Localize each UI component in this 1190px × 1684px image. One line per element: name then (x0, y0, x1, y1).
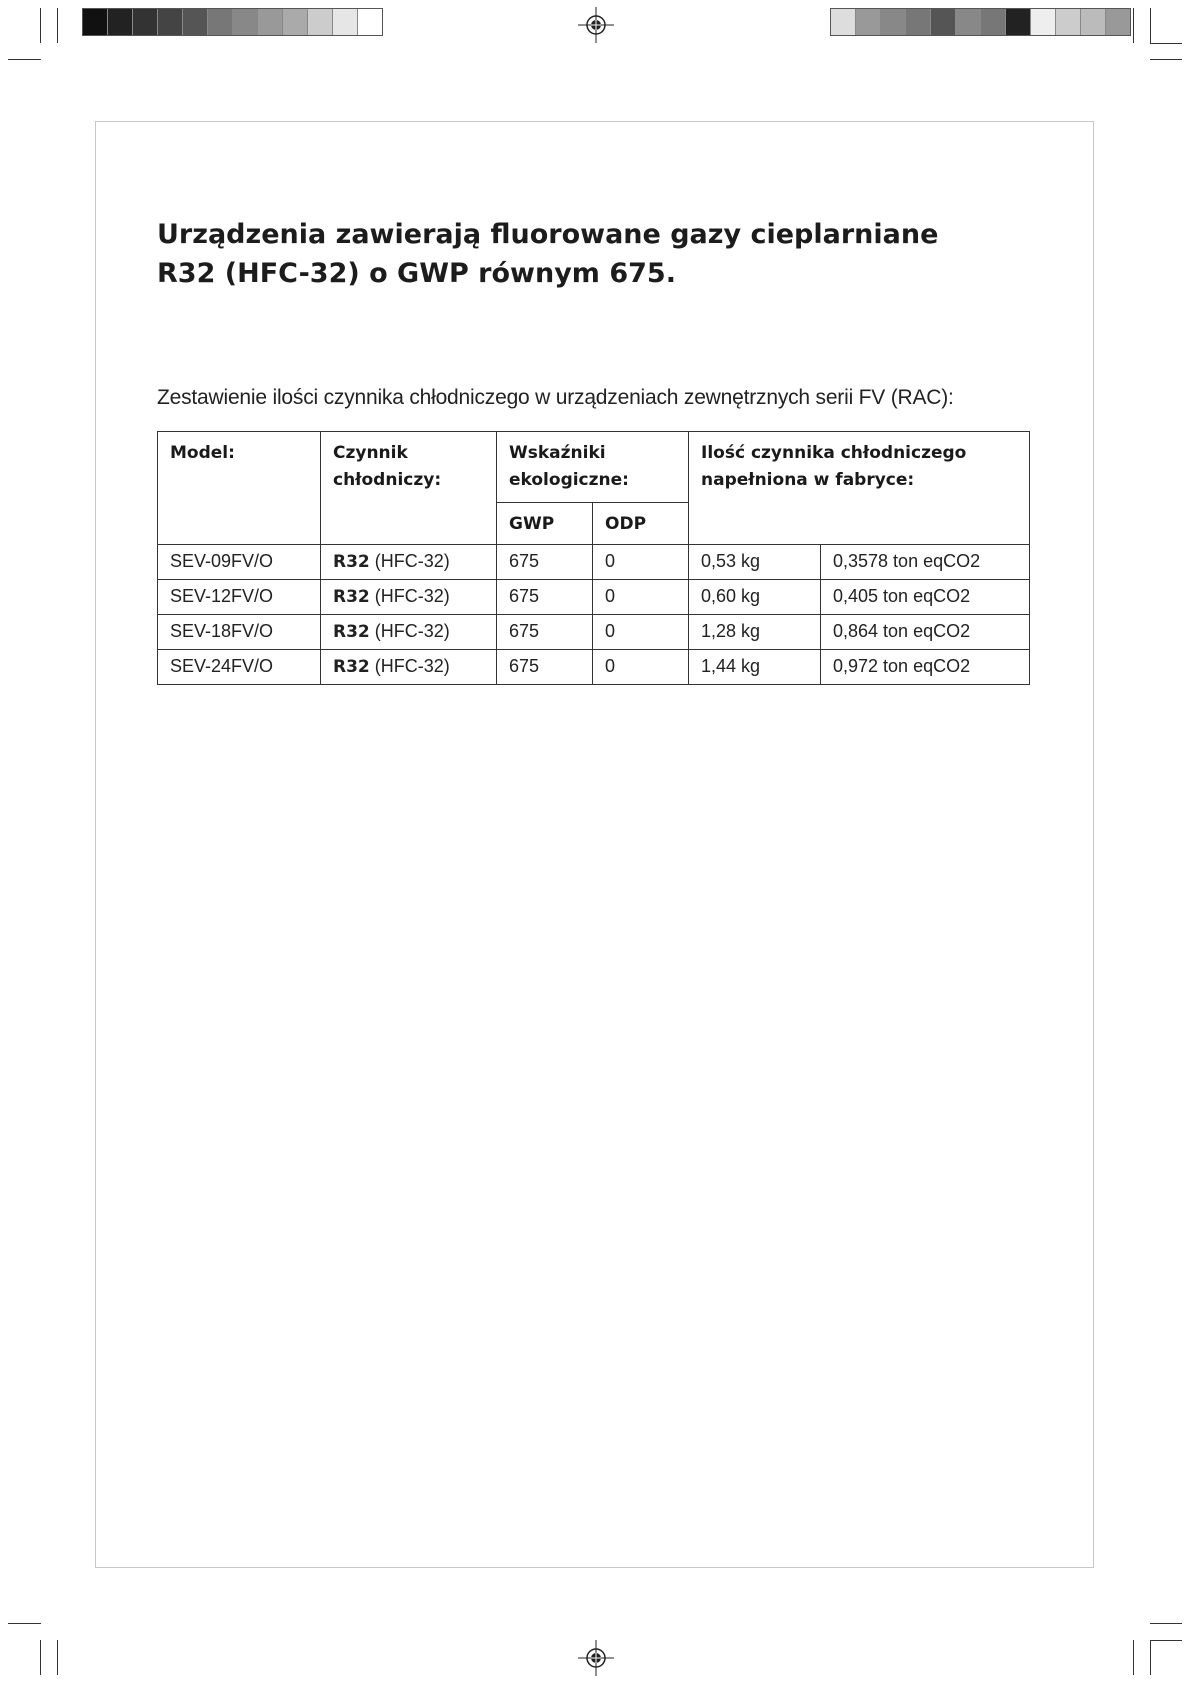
cell-charge-co2: 0,405 ton eqCO2 (821, 580, 1030, 615)
cell-gwp: 675 (497, 545, 593, 580)
color-swatch (1006, 9, 1031, 35)
color-swatch (108, 9, 133, 35)
crop-mark (40, 8, 41, 43)
cell-gwp: 675 (497, 615, 593, 650)
refrigerant-code: R32 (333, 657, 370, 677)
color-swatch (133, 9, 158, 35)
cell-charge-kg: 1,44 kg (689, 650, 821, 685)
color-swatch (981, 9, 1006, 35)
color-swatch (956, 9, 981, 35)
color-swatch (931, 9, 956, 35)
table-body (158, 545, 1030, 685)
color-swatch (1031, 9, 1056, 35)
cell-model: SEV-24FV/O (158, 650, 321, 685)
cell-charge-kg: 0,60 kg (689, 580, 821, 615)
crop-mark (1133, 1640, 1134, 1675)
header-gwp: GWP (497, 503, 593, 545)
refrigerant-type: (HFC-32) (369, 621, 450, 641)
cell-odp: 0 (593, 650, 689, 685)
color-swatch (358, 9, 382, 35)
color-swatch (308, 9, 333, 35)
refrigerant-type: (HFC-32) (369, 656, 450, 676)
refrigerant-type: (HFC-32) (369, 551, 450, 571)
cell-gwp: 675 (497, 650, 593, 685)
header-eco-indicators: Wskaźniki ekologiczne: (497, 432, 689, 503)
registration-mark-icon (578, 1640, 614, 1676)
header-model: Model: (158, 432, 321, 545)
header-factory-charge: Ilość czynnika chłodniczego napełniona w fabryce: (689, 432, 1030, 545)
crop-mark (1150, 1623, 1182, 1624)
color-swatch (881, 9, 906, 35)
cell-charge-co2: 0,864 ton eqCO2 (821, 615, 1030, 650)
color-swatch (208, 9, 233, 35)
cell-gwp: 675 (497, 580, 593, 615)
crop-mark (40, 1640, 41, 1675)
header-refrigerant: Czynnik chłodniczy: (321, 432, 497, 545)
registration-mark-icon (578, 7, 614, 43)
crop-mark (1150, 59, 1182, 60)
table-header-row (158, 432, 1030, 503)
crop-mark (1133, 8, 1134, 43)
table-row (158, 545, 1030, 580)
cell-charge-kg: 0,53 kg (689, 545, 821, 580)
cell-refrigerant (321, 580, 497, 615)
cell-model: SEV-12FV/O (158, 580, 321, 615)
refrigerant-code: R32 (333, 622, 370, 642)
color-swatch (831, 9, 856, 35)
crop-mark (57, 1640, 58, 1675)
cell-model: SEV-18FV/O (158, 615, 321, 650)
crop-mark (1150, 1640, 1182, 1641)
cell-refrigerant (321, 615, 497, 650)
cell-model: SEV-09FV/O (158, 545, 321, 580)
color-swatch (906, 9, 931, 35)
page-frame (95, 121, 1094, 1568)
page-title (157, 215, 1007, 293)
cell-refrigerant (321, 650, 497, 685)
cell-charge-kg: 1,28 kg (689, 615, 821, 650)
color-swatch (1056, 9, 1081, 35)
cell-odp: 0 (593, 580, 689, 615)
table-row (158, 650, 1030, 685)
color-swatch (158, 9, 183, 35)
refrigerant-code: R32 (333, 587, 370, 607)
crop-mark (57, 8, 58, 43)
color-swatch (283, 9, 308, 35)
header-odp: ODP (593, 503, 689, 545)
cell-refrigerant (321, 545, 497, 580)
color-swatch (1106, 9, 1130, 35)
intro-text: Zestawienie ilości czynnika chłodniczego w urządzeniach zewnętrznych serii FV (RAC): (157, 386, 954, 409)
table-row (158, 580, 1030, 615)
color-swatch (1081, 9, 1106, 35)
color-swatch (258, 9, 283, 35)
cell-odp: 0 (593, 545, 689, 580)
page-title-line-2: R32 (HFC-32) o GWP równym 675. (157, 258, 676, 289)
page-title-line-1: Urządzenia zawierają fluorowane gazy cieplarniane (157, 219, 939, 250)
crop-mark (1150, 1640, 1151, 1675)
refrigerant-table (157, 431, 1030, 685)
color-calibration-strip-left (82, 8, 383, 36)
color-swatch (233, 9, 258, 35)
table-row (158, 615, 1030, 650)
crop-mark (8, 59, 41, 60)
cell-charge-co2: 0,972 ton eqCO2 (821, 650, 1030, 685)
color-swatch (333, 9, 358, 35)
crop-mark (1150, 8, 1151, 43)
crop-mark (1150, 43, 1182, 44)
color-swatch (83, 9, 108, 35)
cell-odp: 0 (593, 615, 689, 650)
color-calibration-strip-right (830, 8, 1131, 36)
color-swatch (183, 9, 208, 35)
cell-charge-co2: 0,3578 ton eqCO2 (821, 545, 1030, 580)
color-swatch (856, 9, 881, 35)
refrigerant-code: R32 (333, 552, 370, 572)
crop-mark (8, 1623, 41, 1624)
refrigerant-type: (HFC-32) (369, 586, 450, 606)
